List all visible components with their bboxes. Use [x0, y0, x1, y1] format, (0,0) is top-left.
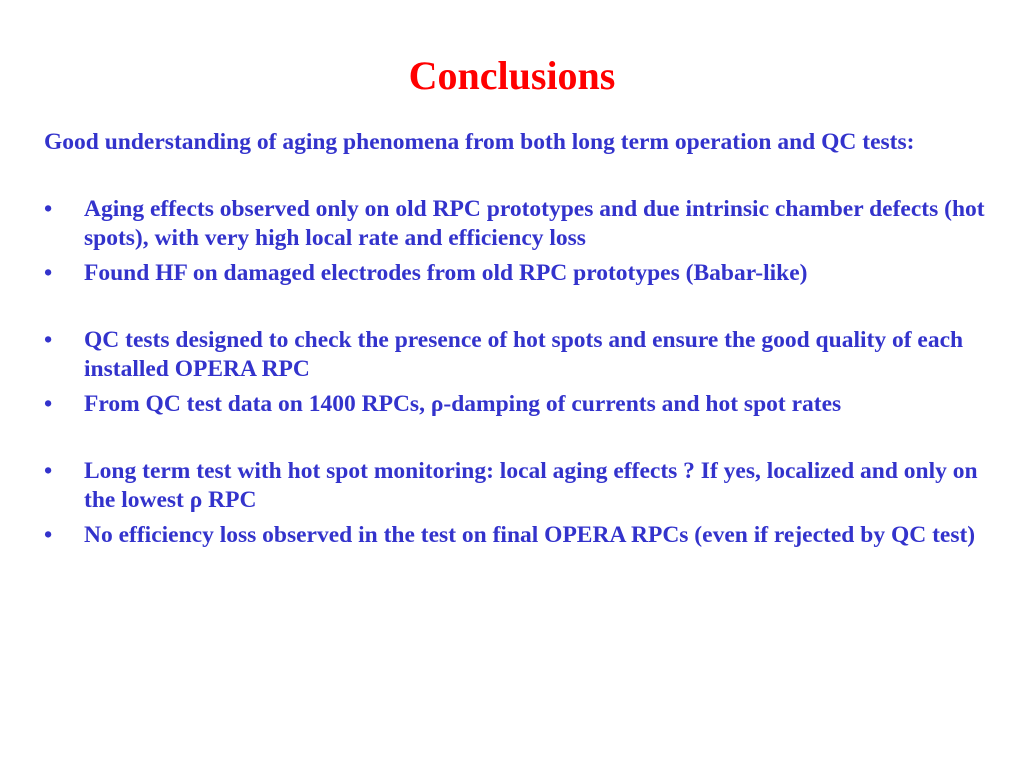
- bullet-icon: •: [44, 327, 53, 353]
- intro-text: Good understanding of aging phenomena from both long term operation and QC tests:: [44, 129, 915, 155]
- bullet-group-qc-tests: [44, 326, 994, 419]
- bullet-item: [44, 259, 994, 288]
- bullet-icon: •: [44, 458, 53, 484]
- bullet-icon: •: [44, 391, 53, 417]
- slide-title: Conclusions: [408, 53, 616, 98]
- bullet-group-aging: [44, 195, 994, 288]
- bullet-item: [44, 326, 994, 384]
- bullet-icon: •: [44, 260, 53, 286]
- bullet-item: [44, 390, 994, 419]
- bullet-item: [44, 457, 994, 515]
- bullet-item: [44, 521, 994, 550]
- bullet-text: QC tests designed to check the presence of hot spots and ensure the good quality of each installed OPERA RPC: [84, 327, 964, 382]
- bullet-text: Found HF on damaged electrodes from old RPC prototypes (Babar-like): [84, 260, 808, 286]
- bullet-text: Aging effects observed only on old RPC prototypes and due intrinsic chamber defects (hot spots), with very high local rate and efficiency loss: [84, 196, 985, 251]
- bullet-text: From QC test data on 1400 RPCs, ρ-damping of currents and hot spot rates: [84, 391, 842, 417]
- bullet-icon: •: [44, 196, 53, 222]
- bullet-icon: •: [44, 522, 53, 548]
- bullet-item: [44, 195, 994, 253]
- slide-content: [44, 128, 994, 556]
- bullet-text: Long term test with hot spot monitoring: local aging effects ? If yes, localized and only on the lowest ρ RPC: [84, 458, 978, 513]
- bullet-text: No efficiency loss observed in the test on final OPERA RPCs (even if rejected by QC test): [84, 522, 976, 548]
- bullet-group-long-term: [44, 457, 994, 550]
